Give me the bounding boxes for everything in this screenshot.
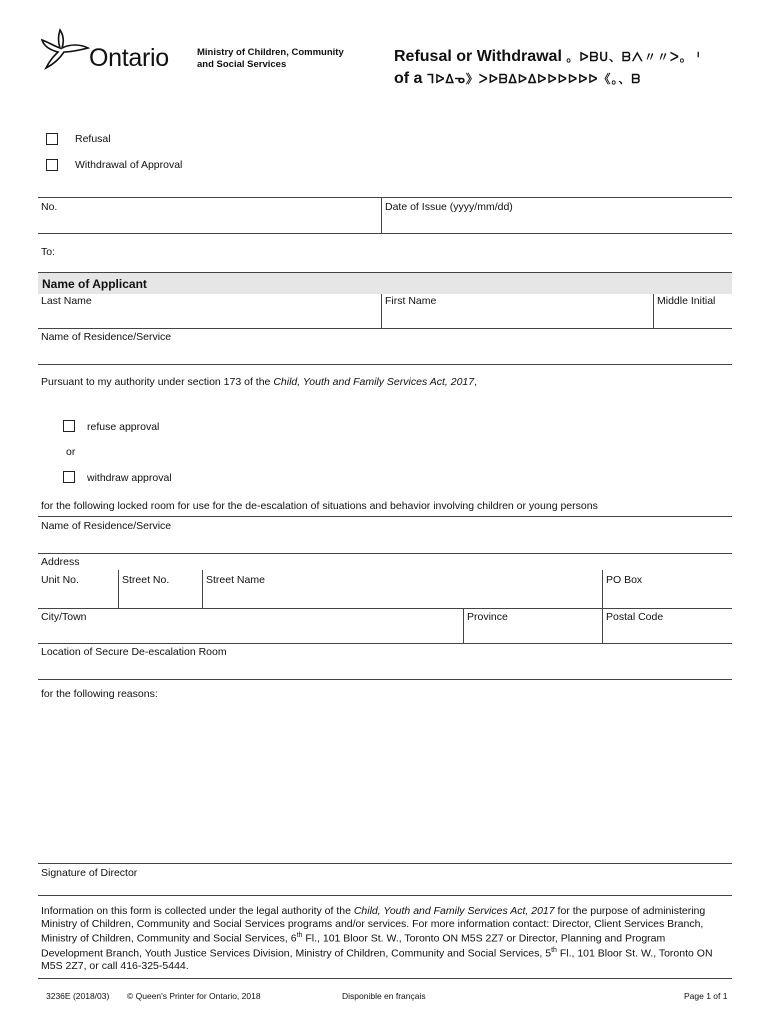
form-title-line-2: of a ᒣᐅᐃᓀ》ᐳᐅᗷᐃᐅᐃᐅᐅᐅᐅᐅᐅ《。、ᗷ <box>394 70 642 87</box>
copyright: © Queen's Printer for Ontario, 2018 <box>127 991 261 1001</box>
refusal-label: Refusal <box>75 133 111 145</box>
privacy-notice: Information on this form is collected under the legal authority of the Child, Youth and Family Services Act, 2017 for the purpose of administering Ministry of Children, Community and Social Services programs and/or services. For more information contact: Director, Client Services Branch, Ministry of Children, Community and Social Services, 6th Fl., 101 Bloor St. W., Toronto ON M5S 2Z7 or Director, Planning and Program Development Branch, Youth Justice Services Division, Ministry of Children, Community and Social Services, 5th Fl., 101 Bloor St. W., Toronto ON M5S 2Z7, or call 416-325-5444. <box>41 905 713 973</box>
divider <box>381 197 382 233</box>
ontario-wordmark: Ontario <box>89 44 169 72</box>
divider <box>653 294 654 328</box>
signature-label: Signature of Director <box>41 867 138 879</box>
street-no-label: Street No. <box>122 574 170 586</box>
po-box-label: PO Box <box>606 574 643 586</box>
withdrawal-checkbox[interactable] <box>46 159 58 171</box>
divider <box>38 863 732 864</box>
city-town-label: City/Town <box>41 611 87 623</box>
divider <box>602 570 603 608</box>
withdraw-approval-checkbox[interactable] <box>63 471 75 483</box>
ministry-line-2: and Social Services <box>197 59 287 70</box>
locked-room-text: for the following locked room for use for the de-escalation of situations and behavior involving children or young persons <box>41 500 598 512</box>
withdrawal-label: Withdrawal of Approval <box>75 159 183 171</box>
divider <box>381 294 382 328</box>
divider <box>38 679 732 680</box>
ontario-trillium-logo-icon <box>40 26 90 72</box>
to-label: To: <box>41 246 56 258</box>
location-room-label: Location of Secure De-escalation Room <box>41 646 227 658</box>
refusal-checkbox[interactable] <box>46 133 58 145</box>
divider <box>38 643 732 644</box>
divider <box>38 895 732 896</box>
date-of-issue-label: Date of Issue (yyyy/mm/dd) <box>385 201 513 213</box>
divider <box>463 608 464 643</box>
name-of-residence-label-2: Name of Residence/Service <box>41 520 172 532</box>
name-of-residence-label: Name of Residence/Service <box>41 331 172 343</box>
form-number: 3236E (2018/03) <box>46 991 110 1001</box>
no-label: No. <box>41 201 58 213</box>
unit-no-label: Unit No. <box>41 574 79 586</box>
divider <box>118 570 119 608</box>
divider <box>602 608 603 643</box>
last-name-label: Last Name <box>41 295 92 307</box>
street-name-label: Street Name <box>206 574 265 586</box>
ministry-line-1: Ministry of Children, Community <box>197 47 344 58</box>
divider <box>38 197 732 198</box>
divider <box>38 233 732 234</box>
divider <box>38 328 732 329</box>
divider <box>38 608 732 609</box>
form-title-line-1: Refusal or Withdrawal 。ᐅᗷᑌ、ᗷᐱ〃〃ᐳ。 ᑊ <box>394 48 701 65</box>
province-label: Province <box>467 611 508 623</box>
divider <box>38 364 732 365</box>
or-label: or <box>66 446 76 458</box>
address-label: Address <box>41 556 80 568</box>
divider <box>38 978 732 979</box>
form-title <box>394 46 700 90</box>
page-number: Page 1 of 1 <box>684 991 728 1001</box>
french-availability: Disponible en français <box>342 991 426 1001</box>
refuse-approval-label: refuse approval <box>87 421 160 433</box>
pursuant-text: Pursuant to my authority under section 173 of the Child, Youth and Family Services Act, 2017, <box>41 376 478 388</box>
divider <box>38 516 732 517</box>
refuse-approval-checkbox[interactable] <box>63 420 75 432</box>
postal-code-label: Postal Code <box>606 611 664 623</box>
divider <box>38 553 732 554</box>
reasons-label: for the following reasons: <box>41 688 158 700</box>
withdraw-approval-label: withdraw approval <box>87 472 172 484</box>
first-name-label: First Name <box>385 295 437 307</box>
divider <box>202 570 203 608</box>
section-title-name-of-applicant: Name of Applicant <box>42 277 147 291</box>
ministry-name <box>197 47 344 71</box>
middle-initial-label: Middle Initial <box>657 295 716 307</box>
